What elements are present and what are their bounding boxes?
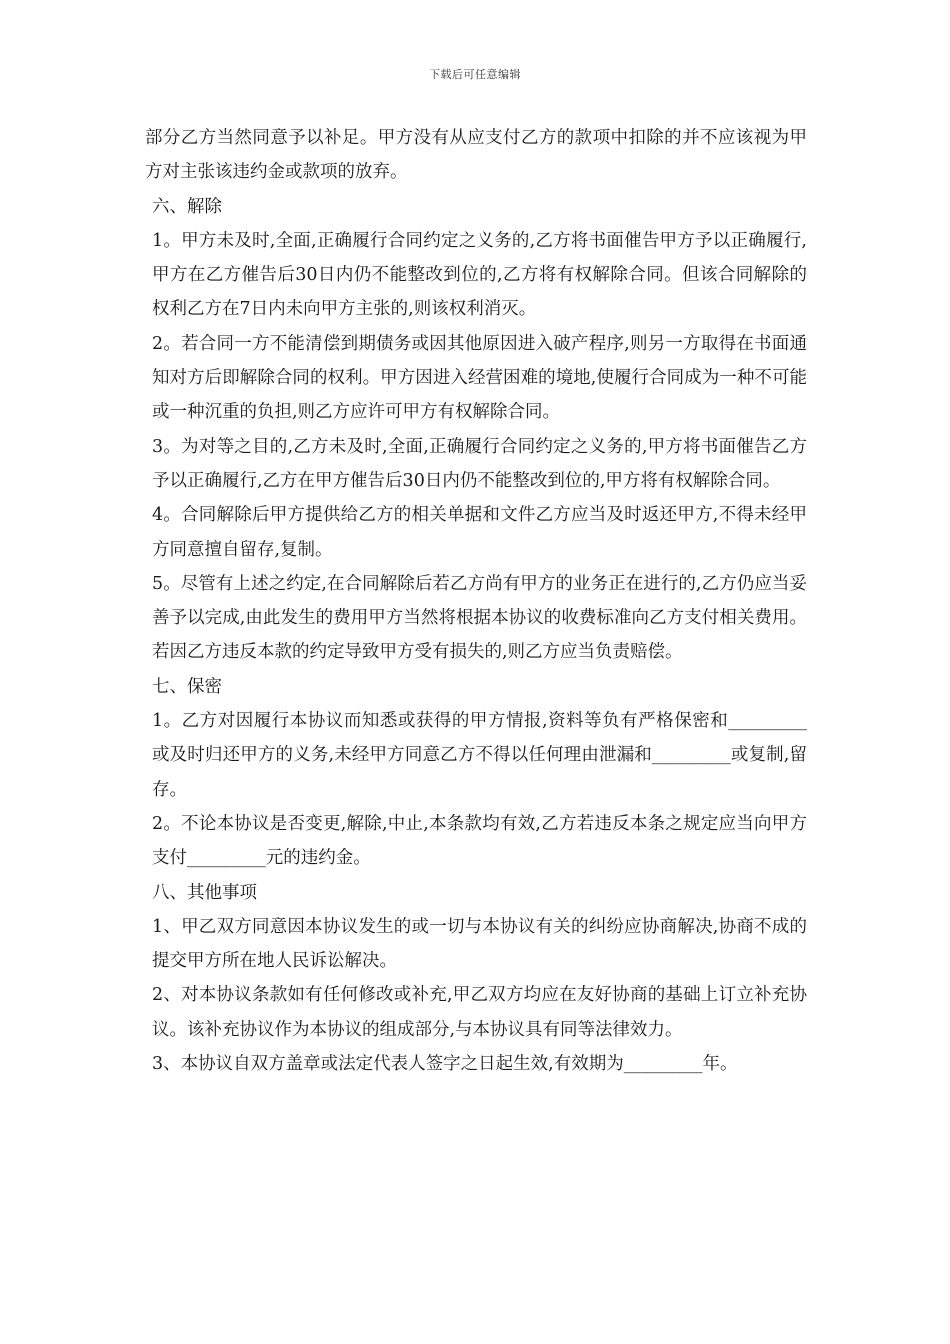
clause-miscellaneous-1: 1、甲乙双方同意因本协议发生的或一切与本协议有关的纠纷应协商解决,协商不成的提交甲方所在地人民诉讼解决。 (152, 916, 807, 972)
section-heading-miscellaneous: 八、其他事项 (152, 882, 257, 903)
clause-confidentiality-1: 1。乙方对因履行本协议而知悉或获得的甲方情报,资料等负有严格保密和_________或及时归还甲方的义务,未经甲方同意乙方不得以任何理由泄漏和_________或复制,留存。 (152, 711, 807, 800)
clause-termination-2: 2。若合同一方不能清偿到期债务或因其他原因进入破产程序,则另一方取得在书面通知对方后即解除合同的权利。甲方因进入经营困难的境地,使履行合同成为一种不可能或一种沉重的负担,则乙方应许可甲方有权解除合同。 (152, 333, 807, 423)
continuation-paragraph: 部分乙方当然同意予以补足。甲方没有从应支付乙方的款项中扣除的并不应该视为甲方对主张该违约金或款项的放弃。 (145, 128, 807, 183)
clause-termination-4: 4。合同解除后甲方提供给乙方的相关单据和文件乙方应当及时返还甲方,不得未经甲方同意擅自留存,复制。 (152, 505, 807, 560)
clause-termination-3: 3。为对等之目的,乙方未及时,全面,正确履行合同约定之义务的,甲方将书面催告乙方予以正确履行,乙方在甲方催告后30日内仍不能整改到位的,甲方将有权解除合同。 (152, 436, 807, 491)
clause-miscellaneous-3: 3、本协议自双方盖章或法定代表人签字之日起生效,有效期为_________年。 (152, 1054, 738, 1075)
section-heading-termination: 六、解除 (152, 196, 222, 217)
page-header: 下载后可任意编辑 (429, 68, 521, 81)
clause-miscellaneous-2: 2、对本协议条款如有任何修改或补充,甲乙双方均应在友好协商的基础上订立补充协议。该补充协议作为本协议的组成部分,与本协议具有同等法律效力。 (152, 985, 807, 1040)
clause-confidentiality-2: 2。不论本协议是否变更,解除,中止,本条款均有效,乙方若违反本条之规定应当向甲方支付_________元的违约金。 (152, 813, 807, 869)
document-body (145, 121, 807, 1081)
clause-termination-5: 5。尽管有上述之约定,在合同解除后若乙方尚有甲方的业务正在进行的,乙方仍应当妥善予以完成,由此发生的费用甲方当然将根据本协议的收费标准向乙方支付相关费用。若因乙方违反本款的约定导致甲方受有损失的,则乙方应当负责赔偿。 (152, 573, 807, 663)
clause-termination-1: 1。甲方未及时,全面,正确履行合同约定之义务的,乙方将书面催告甲方予以正确履行,甲方在乙方催告后30日内仍不能整改到位的,乙方将有权解除合同。但该合同解除的权利乙方在7日内未向甲方主张的,则该权利消灭。 (152, 230, 807, 320)
section-heading-confidentiality: 七、保密 (152, 676, 222, 697)
